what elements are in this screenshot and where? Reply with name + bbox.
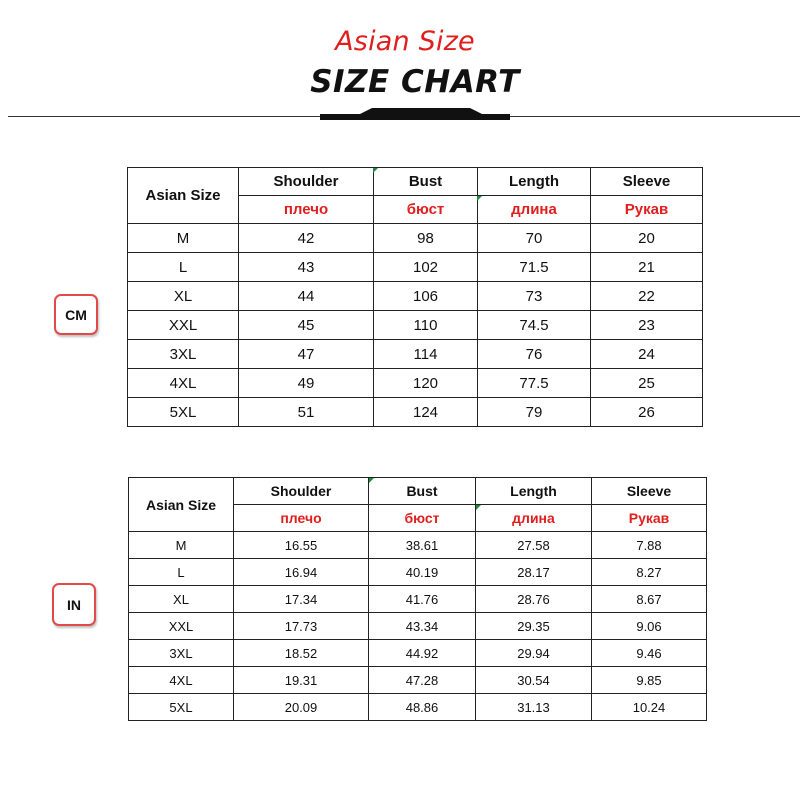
column-header: Sleeve xyxy=(591,168,703,196)
unit-badge-cm xyxy=(54,294,98,335)
table-cell: 7.88 xyxy=(592,532,707,559)
column-header: Bust xyxy=(374,168,478,196)
cell-marker xyxy=(373,168,378,173)
table-cell: 77.5 xyxy=(478,369,591,398)
size-table-cm xyxy=(127,167,703,427)
unit-badge-in xyxy=(52,583,96,626)
table-cell: 51 xyxy=(239,398,374,427)
table-cell: 16.55 xyxy=(234,532,369,559)
table-cell: 41.76 xyxy=(369,586,476,613)
table-cell: 20.09 xyxy=(234,694,369,721)
table-cell: 43.34 xyxy=(369,613,476,640)
table-cell: 102 xyxy=(374,253,478,282)
header-subtitle: Asian Size xyxy=(335,26,475,57)
table-row xyxy=(128,311,703,340)
table-cell: 26 xyxy=(591,398,703,427)
table-row xyxy=(128,224,703,253)
table-cell: 28.76 xyxy=(476,586,592,613)
table-row xyxy=(128,398,703,427)
size-cell: XL xyxy=(129,586,234,613)
table-row xyxy=(128,253,703,282)
table-cell: 28.17 xyxy=(476,559,592,586)
table-row xyxy=(129,640,707,667)
table-cell: 9.06 xyxy=(592,613,707,640)
column-header: Shoulder xyxy=(234,478,369,505)
table-cell: 38.61 xyxy=(369,532,476,559)
table-cell: 45 xyxy=(239,311,374,340)
table-row xyxy=(128,340,703,369)
size-cell: 4XL xyxy=(128,369,239,398)
table-cell: 47 xyxy=(239,340,374,369)
table-cell: 43 xyxy=(239,253,374,282)
table-row xyxy=(128,282,703,311)
size-cell: M xyxy=(128,224,239,253)
column-header-ru: Рукав xyxy=(592,505,707,532)
table-cell: 48.86 xyxy=(369,694,476,721)
column-header: Length xyxy=(478,168,591,196)
table-row xyxy=(129,532,707,559)
column-header-ru: длина xyxy=(476,505,592,532)
table-cell: 44 xyxy=(239,282,374,311)
size-cell: L xyxy=(129,559,234,586)
size-cell: 3XL xyxy=(129,640,234,667)
table-row xyxy=(129,559,707,586)
unit-badge-in-label: IN xyxy=(67,596,81,613)
column-header-ru: бюст xyxy=(374,196,478,224)
size-cell: 5XL xyxy=(128,398,239,427)
table-cell: 70 xyxy=(478,224,591,253)
table-cell: 9.85 xyxy=(592,667,707,694)
table-cell: 9.46 xyxy=(592,640,707,667)
table-cell: 98 xyxy=(374,224,478,253)
table-cell: 49 xyxy=(239,369,374,398)
cell-marker xyxy=(476,505,481,510)
table-cell: 8.67 xyxy=(592,586,707,613)
table-header-row xyxy=(128,168,703,196)
table-row xyxy=(129,613,707,640)
column-header-ru: длина xyxy=(478,196,591,224)
table-cell: 18.52 xyxy=(234,640,369,667)
column-header-ru: бюст xyxy=(369,505,476,532)
table-cell: 29.35 xyxy=(476,613,592,640)
size-cell: M xyxy=(129,532,234,559)
table-cell: 27.58 xyxy=(476,532,592,559)
table-cell: 74.5 xyxy=(478,311,591,340)
table-cell: 44.92 xyxy=(369,640,476,667)
table-cell: 19.31 xyxy=(234,667,369,694)
table-cell: 76 xyxy=(478,340,591,369)
table-cell: 29.94 xyxy=(476,640,592,667)
table-cell: 21 xyxy=(591,253,703,282)
table-cell: 17.73 xyxy=(234,613,369,640)
size-table-in xyxy=(128,477,707,721)
table-cell: 42 xyxy=(239,224,374,253)
table-cell: 47.28 xyxy=(369,667,476,694)
column-header: Length xyxy=(476,478,592,505)
table-cell: 25 xyxy=(591,369,703,398)
corner-label: Asian Size xyxy=(129,478,234,532)
table-cell: 71.5 xyxy=(478,253,591,282)
table-cell: 79 xyxy=(478,398,591,427)
table-cell: 24 xyxy=(591,340,703,369)
cell-marker xyxy=(369,478,374,483)
table-cell: 73 xyxy=(478,282,591,311)
size-cell: XXL xyxy=(129,613,234,640)
column-header: Sleeve xyxy=(592,478,707,505)
table-row xyxy=(128,369,703,398)
table-cell: 22 xyxy=(591,282,703,311)
table-row xyxy=(129,694,707,721)
table-header-row xyxy=(129,478,707,505)
size-cell: 4XL xyxy=(129,667,234,694)
column-header-ru: плечо xyxy=(239,196,374,224)
table-cell: 31.13 xyxy=(476,694,592,721)
column-header-ru: Рукав xyxy=(591,196,703,224)
table-cell: 110 xyxy=(374,311,478,340)
table-cell: 120 xyxy=(374,369,478,398)
table-cell: 17.34 xyxy=(234,586,369,613)
unit-badge-cm-label: CM xyxy=(65,306,87,323)
size-cell: 5XL xyxy=(129,694,234,721)
table-cell: 8.27 xyxy=(592,559,707,586)
title-tab-bar xyxy=(320,108,510,120)
corner-label: Asian Size xyxy=(128,168,239,224)
table-cell: 20 xyxy=(591,224,703,253)
table-cell: 16.94 xyxy=(234,559,369,586)
table-cell: 30.54 xyxy=(476,667,592,694)
table-cell: 106 xyxy=(374,282,478,311)
size-cell: XXL xyxy=(128,311,239,340)
table-row xyxy=(129,667,707,694)
table-row xyxy=(129,586,707,613)
table-cell: 124 xyxy=(374,398,478,427)
cell-marker xyxy=(477,196,482,201)
page-title: SIZE CHART xyxy=(310,64,520,100)
table-cell: 114 xyxy=(374,340,478,369)
column-header: Bust xyxy=(369,478,476,505)
column-header-ru: плечо xyxy=(234,505,369,532)
table-cell: 10.24 xyxy=(592,694,707,721)
table-cell: 40.19 xyxy=(369,559,476,586)
column-header: Shoulder xyxy=(239,168,374,196)
size-cell: XL xyxy=(128,282,239,311)
size-cell: 3XL xyxy=(128,340,239,369)
table-cell: 23 xyxy=(591,311,703,340)
size-cell: L xyxy=(128,253,239,282)
